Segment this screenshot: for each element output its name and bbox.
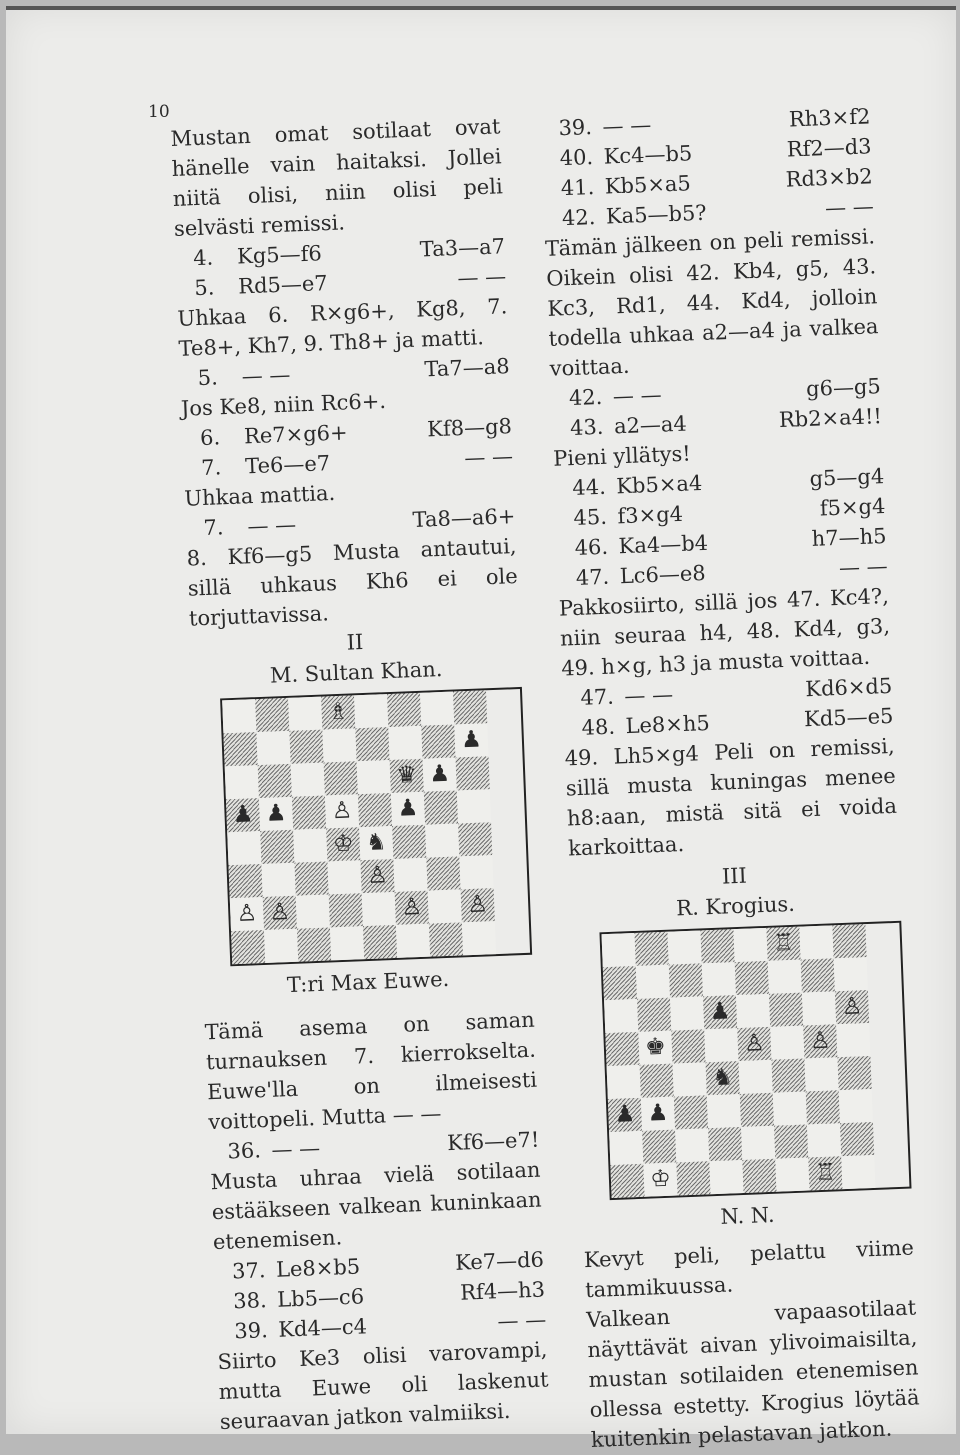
chess-piece-square: ♙ [461, 888, 495, 922]
white-move: f3×g4 [617, 501, 684, 529]
diagram-1-caption: T:ri Max Euwe. [286, 966, 450, 998]
board-square [358, 793, 392, 827]
board-square [840, 1122, 874, 1156]
move-number: 48. [581, 714, 616, 740]
text-r-g: Valkean vapaasotilaat näyttävät aivan ylivoimaisilta, mustan sotilaiden etenemisen ollessa estetty. Krogius löytää kuitenkin pelastavan jatkon. [585, 1295, 921, 1453]
right-column [540, 101, 921, 1455]
move-number: 41. [560, 174, 595, 201]
board-square [707, 1094, 741, 1128]
chess-diagram-1 [220, 687, 532, 966]
board-square [456, 756, 490, 790]
board-square [421, 725, 455, 759]
chess-piece-square: ♙ [230, 897, 264, 931]
text-r-e: 49. Lh5×g4 Peli on remissi, sillä musta kuningas menee h8:aan, mistä sitä ei voida karkoittaa. [564, 733, 898, 861]
board-square [770, 1026, 804, 1060]
board-square [296, 894, 330, 928]
board-square [610, 1164, 644, 1198]
move-number: 38. [232, 1288, 268, 1314]
white-move: Kd4—c4 [277, 1314, 368, 1342]
black-move: Kf8—g8 [426, 414, 513, 442]
black-move: — — [497, 1307, 547, 1334]
chess-piece-square: ♟ [641, 1097, 675, 1131]
black-move: f5×g4 [819, 494, 886, 521]
chess-piece-square: ♟ [423, 758, 457, 792]
board-square [327, 860, 361, 894]
board-square [260, 830, 294, 864]
black-move: Kf6—e7! [446, 1127, 540, 1156]
black-move: Rd3×b2 [785, 164, 874, 192]
board-square [462, 921, 496, 955]
board-square [700, 929, 734, 963]
board-square [424, 790, 458, 824]
board-square [324, 761, 358, 795]
board-square [739, 1060, 773, 1094]
board-square [354, 694, 388, 728]
black-move: Ke7—d6 [454, 1247, 545, 1275]
move-number: 6. [199, 425, 221, 451]
text-f: Tämä asema on saman turnauksen 7. kierrokselta. Euwe'lla on ilmeisesti voittopeli. Mutta — — [204, 1007, 538, 1135]
chess-piece-square: ♟ [703, 995, 737, 1029]
move-number: 44. [571, 474, 607, 501]
black-move: Ta8—a6+ [412, 504, 516, 532]
board-square [635, 932, 669, 966]
text-b: Uhkaa 6. R×g6+, Kg8, 7. Te8+, Kh7, 9. Th8+ ja matti. [177, 294, 508, 361]
board-square [264, 929, 298, 963]
move-number: 47. [575, 564, 610, 590]
board-square [771, 1059, 805, 1093]
move-number: 42. [561, 204, 596, 231]
board-square [637, 998, 671, 1032]
text-g: Musta uhraa vielä sotilaan estääkseen valkean kuninkaan etenemisen. [210, 1157, 543, 1255]
moves-r-b [550, 371, 882, 444]
black-move: Rf4—h3 [459, 1277, 546, 1305]
board-square [330, 926, 364, 960]
chess-piece-square: ♔ [326, 827, 360, 861]
diagram-2-caption: N. N. [719, 1202, 775, 1229]
board-square [673, 1062, 707, 1096]
moves-c [182, 411, 514, 484]
chess-piece-square: ♟ [259, 797, 293, 831]
board-square [799, 925, 833, 959]
text-r-b: Tämän jälkeen on peli remissi. Oikein olisi 42. Kb4, g5, 43. Kc3, Rd1, 44. Kd4, jolloin todella uhkaa a2—a4 ja valkea voittaa. [544, 224, 879, 381]
move-number: 39. [233, 1318, 269, 1344]
text-h: Siirto Ke3 olisi varovampi, mutta Euwe oli laskenut seuraavan jatkon valmiiksi. [217, 1337, 549, 1435]
white-move: Re7×g6+ [243, 420, 349, 449]
text-c: Jos Ke8, niin Rc6+. [180, 388, 387, 421]
board-square [773, 1092, 807, 1126]
board-square [774, 1124, 808, 1158]
board-square [802, 991, 836, 1025]
board-square [735, 961, 769, 995]
text-r-c: Pieni yllätys! [552, 441, 692, 471]
white-move: Lc6—e8 [619, 560, 707, 589]
board-square [709, 1160, 743, 1194]
chess-piece-square: ♙ [263, 896, 297, 930]
chess-piece-square: ♙ [325, 794, 359, 828]
board-square [837, 1056, 871, 1090]
board-square [457, 789, 491, 823]
white-move: — — [612, 382, 663, 409]
white-move: — — [270, 1136, 321, 1162]
white-move: Ka5—b5? [605, 200, 708, 229]
black-move: — — [456, 264, 507, 291]
board-square [801, 958, 835, 992]
board-square [671, 1029, 705, 1063]
white-move: Kb5×a4 [615, 471, 703, 499]
board-square [674, 1095, 708, 1129]
board-square [836, 1023, 870, 1057]
board-square [832, 924, 866, 958]
board-square [604, 999, 638, 1033]
board-square [453, 690, 487, 724]
black-move: g5—g4 [809, 464, 885, 491]
white-move: Rd5—e7 [237, 271, 329, 299]
move-number: 4. [192, 245, 214, 271]
move-number: 45. [573, 504, 608, 531]
board-square [229, 864, 263, 898]
text-r-f: Kevyt peli, pelattu viime tammikuussa. [583, 1235, 915, 1303]
board-square [227, 831, 261, 865]
chess-piece-square: ♟ [391, 792, 425, 826]
board-square [676, 1161, 710, 1195]
board-square [428, 889, 462, 923]
board-square [355, 727, 389, 761]
board-square [702, 962, 736, 996]
chess-piece-square: ♚ [638, 1031, 672, 1065]
board-square [640, 1064, 674, 1098]
section-2-author: M. Sultan Khan. [269, 656, 443, 688]
moves-r-c [554, 461, 888, 594]
board-square [804, 1057, 838, 1091]
board-square [742, 1159, 776, 1193]
board-square [429, 922, 463, 956]
intro-text: Mustan omat sotilaat ovat hänelle vain haitaksi. Jollei niitä olisi, niin olisi peli selvästi remissi. [170, 114, 504, 241]
white-move: Te6—e7 [244, 451, 331, 479]
board-square [603, 966, 637, 1000]
black-move: — — [838, 553, 889, 580]
chess-piece-square: ♛ [390, 759, 424, 793]
move-number: 40. [559, 145, 594, 171]
board-square [426, 856, 460, 890]
board-square [636, 965, 670, 999]
chess-piece-square: ♙ [360, 859, 394, 893]
book-page [6, 6, 956, 1453]
board-square [607, 1065, 641, 1099]
board-square [258, 764, 292, 798]
board-square [293, 829, 327, 863]
chess-piece-square: ♟ [608, 1098, 642, 1132]
black-move: Rh3×f2 [788, 104, 871, 132]
move-number: 43. [569, 414, 604, 441]
board-square [294, 862, 328, 896]
black-move: Kd5—e5 [803, 703, 894, 732]
section-3-author: R. Krogius. [675, 891, 796, 921]
board-square [667, 930, 701, 964]
board-square [841, 1155, 875, 1189]
board-square [839, 1089, 873, 1123]
board-square [806, 1090, 840, 1124]
black-move: Ta7—a8 [424, 354, 511, 382]
board-square [420, 692, 454, 726]
board-square [288, 697, 322, 731]
board-square [602, 933, 636, 967]
board-square [704, 1028, 738, 1062]
board-square [459, 855, 493, 889]
board-square [292, 796, 326, 830]
board-square [393, 858, 427, 892]
board-square [363, 925, 397, 959]
board-square [396, 924, 430, 958]
board-square [261, 863, 295, 897]
board-square [392, 825, 426, 859]
board-square [768, 960, 802, 994]
white-move: Le8×b5 [275, 1254, 361, 1282]
text-r-d: Pakkosiirto, sillä jos 47. Kc4?, niin seuraa h4, 48. Kd4, g3, 49. h×g, h3 ja musta voittaa. [558, 583, 891, 681]
black-move: Rb2×a4!! [778, 404, 883, 433]
board-square [388, 726, 422, 760]
chess-piece-square: ♔ [643, 1163, 677, 1197]
board-square [769, 993, 803, 1027]
black-move: — — [824, 194, 875, 221]
board-square [225, 765, 259, 799]
board-square [675, 1128, 709, 1162]
black-move: h7—h5 [811, 524, 887, 551]
board-square [322, 728, 356, 762]
white-move: — — [623, 682, 674, 709]
moves-r-a [540, 101, 874, 234]
board-square [642, 1130, 676, 1164]
text-e: 8. Kf6—g5 Musta antautui, sillä uhkaus Kh6 ei ole torjuttavissa. [186, 534, 519, 631]
move-number: 47. [579, 684, 615, 710]
board-square [223, 732, 257, 766]
move-number: 5. [193, 275, 215, 301]
board-square [289, 730, 323, 764]
text-d: Uhkaa mattia. [183, 480, 336, 511]
chess-piece-square: ♟ [454, 723, 488, 757]
board-square [775, 1157, 809, 1191]
move-number: 5. [197, 365, 219, 391]
white-move: — — [247, 512, 297, 539]
board-square [605, 1032, 639, 1066]
board-square [256, 731, 290, 765]
left-column [170, 111, 550, 1437]
black-move: g6—g5 [805, 374, 882, 401]
move-number: 36. [227, 1138, 262, 1164]
white-move: Ka4—b4 [618, 530, 709, 559]
board-square [670, 996, 704, 1030]
board-square [362, 892, 396, 926]
move-number: 39. [558, 115, 593, 141]
move-number: 7. [203, 515, 225, 541]
white-move: a2—a4 [613, 411, 688, 439]
black-move: — — [463, 444, 514, 470]
white-move: — — [241, 362, 291, 389]
white-move: — — [602, 112, 652, 139]
board-square [807, 1123, 841, 1157]
chess-piece-square: ♖ [808, 1156, 842, 1190]
move-number: 42. [568, 384, 603, 411]
page-number: 10 [148, 102, 170, 122]
board-square [834, 957, 868, 991]
board-square [733, 928, 767, 962]
board-square [297, 927, 331, 961]
black-move: Kd6×d5 [804, 673, 893, 702]
white-move: Kg5—f6 [236, 241, 323, 269]
board-square [740, 1093, 774, 1127]
chess-piece-square: ♙ [395, 891, 429, 925]
chess-piece-square: ♟ [226, 798, 260, 832]
chess-piece-square: ♙ [803, 1024, 837, 1058]
board-square [291, 763, 325, 797]
top-border [6, 6, 956, 10]
board-square [609, 1131, 643, 1165]
board-square [458, 822, 492, 856]
white-move: Kb5×a5 [604, 171, 692, 199]
board-square [231, 930, 265, 964]
move-number: 46. [574, 534, 609, 560]
chess-piece-square: ♞ [359, 826, 393, 860]
board-square [669, 963, 703, 997]
move-number: 37. [231, 1258, 266, 1284]
white-move: Kc4—b5 [603, 141, 693, 169]
board-square [741, 1126, 775, 1160]
board-square [357, 760, 391, 794]
move-number: 7. [200, 455, 222, 481]
section-2-numeral: II [346, 629, 364, 655]
chess-piece-square: ♙ [737, 1027, 771, 1061]
board-square [329, 893, 363, 927]
chess-piece-square: ♙ [835, 990, 869, 1024]
board-square [222, 699, 256, 733]
board-square [387, 693, 421, 727]
black-move: Ta3—a7 [419, 234, 506, 262]
white-move: Le8×h5 [625, 710, 711, 739]
board-square [708, 1127, 742, 1161]
board-square [255, 698, 289, 732]
black-move: Rf2—d3 [786, 134, 872, 162]
board-square [425, 823, 459, 857]
moves-g [214, 1244, 547, 1347]
white-move: Lb5—c6 [276, 1284, 365, 1312]
chess-piece-square: ♖ [766, 927, 800, 961]
board-square [736, 994, 770, 1028]
chess-piece-square: ♗ [321, 695, 355, 729]
chess-diagram-2 [599, 921, 911, 1200]
section-3-numeral: III [721, 863, 748, 889]
chess-piece-square: ♞ [706, 1061, 740, 1095]
